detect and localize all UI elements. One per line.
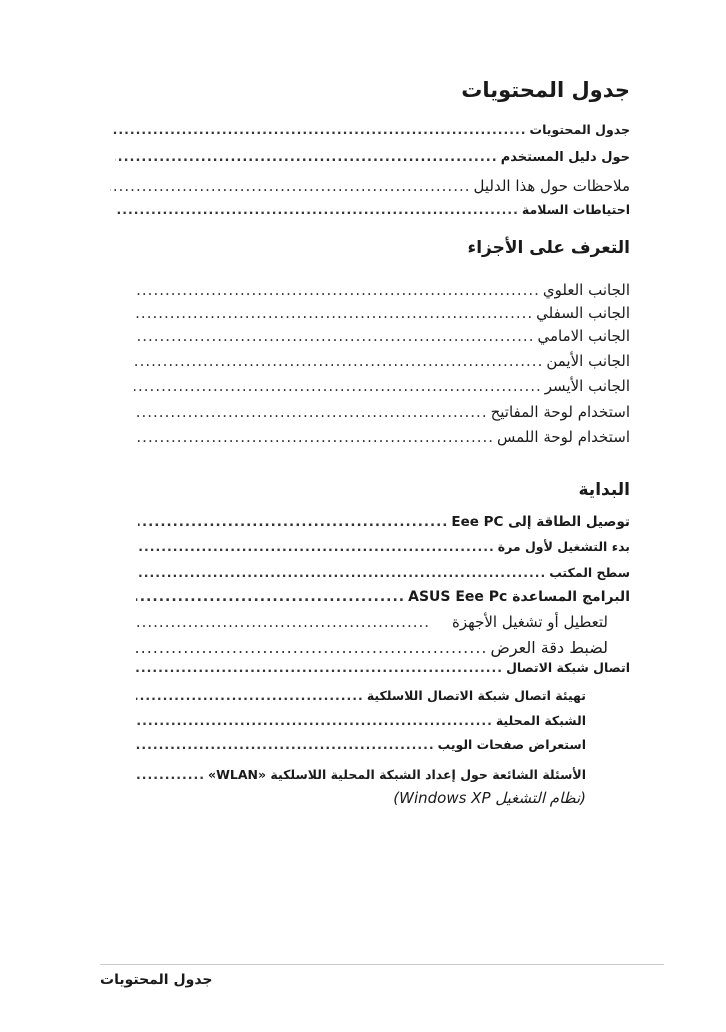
dot-leader bbox=[115, 202, 519, 217]
toc-entry[interactable] bbox=[134, 327, 630, 345]
dot-leader bbox=[136, 638, 488, 657]
dot-leader bbox=[134, 428, 494, 446]
toc-entry-label: لتعطيل أو تشغيل الأجهزة bbox=[452, 613, 608, 631]
toc-entry-label: استخدام لوحة المفاتيح bbox=[490, 403, 630, 421]
toc-entry-label: الشبكة المحلية bbox=[495, 713, 586, 728]
dot-leader bbox=[136, 737, 435, 752]
footer-label: جدول المحتويات bbox=[100, 972, 213, 988]
dot-leader bbox=[134, 377, 542, 395]
dot-leader bbox=[138, 565, 546, 580]
dot-leader bbox=[136, 713, 493, 728]
toc-subentry[interactable] bbox=[136, 713, 586, 728]
toc-entry-label: البرامج المساعدة ASUS Eee Pc bbox=[408, 589, 630, 605]
toc-subentry[interactable] bbox=[136, 767, 586, 782]
toc-entry-label: جدول المحتويات bbox=[529, 122, 630, 137]
toc-entry[interactable] bbox=[138, 565, 630, 580]
toc-entry[interactable] bbox=[136, 589, 630, 606]
toc-entry-label: الجانب السفلي bbox=[536, 304, 630, 322]
toc-entry-label: الجانب الامامي bbox=[537, 327, 630, 345]
toc-entry-label: الأسئلة الشائعة حول إعداد الشبكة المحلية اللاسلكية «WLAN» bbox=[208, 767, 586, 782]
toc-entry[interactable] bbox=[115, 202, 630, 217]
dot-leader bbox=[138, 514, 448, 530]
dot-leader bbox=[134, 403, 488, 421]
toc-entry-label: تهيئة اتصال شبكة الاتصال اللاسلكية bbox=[366, 688, 586, 703]
toc-entry-label: بدء التشغيل لأول مرة bbox=[497, 539, 630, 554]
os-note: (نظام التشغيل Windows XP) bbox=[393, 789, 586, 807]
toc-entry-label: سطح المكتب bbox=[549, 565, 630, 580]
toc-entry-label: احتياطات السلامة bbox=[521, 202, 630, 217]
toc-entry-label: لضبط دقة العرض bbox=[490, 638, 608, 657]
toc-entry[interactable] bbox=[112, 122, 630, 137]
toc-entry-label: ملاحظات حول هذا الدليل bbox=[473, 177, 630, 195]
toc-entry-label: استعراض صفحات الويب bbox=[437, 737, 586, 752]
page-title: جدول المحتويات bbox=[461, 78, 630, 102]
toc-entry[interactable] bbox=[138, 539, 630, 554]
toc-entry[interactable] bbox=[134, 352, 630, 370]
toc-entry-label: اتصال شبكة الاتصال bbox=[506, 660, 630, 675]
toc-subentry[interactable] bbox=[136, 613, 608, 631]
toc-entry[interactable] bbox=[138, 514, 630, 530]
toc-entry[interactable] bbox=[134, 377, 630, 395]
dot-leader bbox=[136, 589, 405, 606]
dot-leader bbox=[138, 539, 495, 554]
toc-entry-label: الجانب الأيسر bbox=[544, 377, 630, 395]
dot-leader bbox=[110, 177, 471, 195]
toc-entry[interactable] bbox=[134, 403, 630, 421]
dot-leader bbox=[134, 327, 534, 345]
section-heading-parts: التعرف على الأجزاء bbox=[467, 238, 630, 258]
section-heading-start: البداية bbox=[578, 480, 630, 500]
toc-subentry[interactable] bbox=[136, 688, 586, 703]
dot-leader bbox=[134, 304, 533, 322]
dot-leader bbox=[112, 122, 527, 137]
toc-entry-label: الجانب العلوي bbox=[542, 281, 630, 299]
footer-divider bbox=[100, 964, 664, 965]
dot-leader bbox=[136, 660, 503, 675]
toc-subentry[interactable] bbox=[136, 638, 608, 657]
toc-entry-label: الجانب الأيمن bbox=[546, 352, 630, 370]
toc-entry-label: توصيل الطاقة إلى Eee PC bbox=[451, 514, 630, 530]
dot-leader bbox=[136, 613, 430, 631]
toc-entry[interactable] bbox=[136, 660, 630, 675]
dot-leader bbox=[136, 688, 364, 703]
toc-entry[interactable] bbox=[134, 428, 630, 446]
dot-leader bbox=[136, 767, 205, 782]
toc-entry[interactable] bbox=[134, 304, 630, 322]
dot-leader bbox=[115, 150, 498, 166]
toc-entry[interactable] bbox=[110, 177, 630, 195]
toc-entry[interactable] bbox=[115, 150, 630, 166]
toc-entry-label: حول دليل المستخدم bbox=[500, 150, 630, 165]
dot-leader bbox=[134, 281, 540, 299]
toc-subentry[interactable] bbox=[136, 737, 586, 752]
toc-entry[interactable] bbox=[134, 281, 630, 299]
dot-leader bbox=[134, 352, 543, 370]
toc-entry-label: استخدام لوحة اللمس bbox=[497, 428, 630, 446]
